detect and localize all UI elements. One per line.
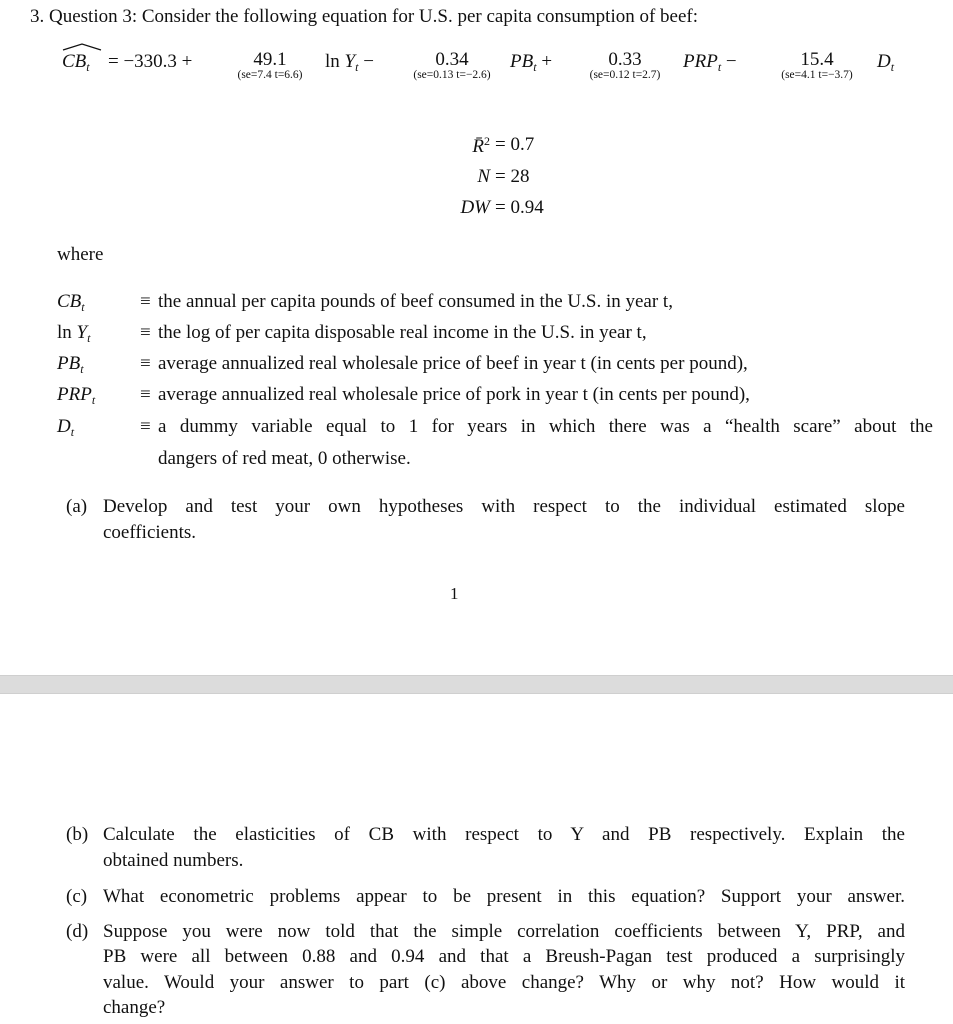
def-var-PRP: $PRP_t$ xyxy=(57,384,96,407)
part-text: PB were all between 0.88 and 0.94 and that a Breush-Pagan test produced a surprisingly xyxy=(103,946,905,967)
r2-value: = 0.7 xyxy=(495,134,535,155)
page-number: 1 xyxy=(450,584,459,603)
n-value: = 28 xyxy=(495,166,530,187)
equiv-symbol: ≡ xyxy=(140,384,151,405)
dw-label: DW xyxy=(460,197,490,218)
def-text-PB: average annualized real wholesale price of beef in year t (in cents per pound), xyxy=(158,353,748,374)
def-var-lnY: $\ln Y_t$ xyxy=(57,322,91,345)
coef-D: 15.4 xyxy=(800,49,834,70)
question-title: 3. Question 3: Consider the following equation for U.S. per capita consumption of beef: xyxy=(30,6,699,27)
se-PRP: (se=0.12 t=2.7) xyxy=(589,69,661,81)
equiv-symbol: ≡ xyxy=(140,353,151,374)
part-text: Suppose you were now told that the simple correlation coefficients between Y, PRP, and xyxy=(103,921,905,942)
coef-PB: 0.34 xyxy=(435,49,469,70)
part-text: value. Would your answer to part (c) above change? Why or why not? How would it xyxy=(103,972,905,993)
term-PB: $PB_t$ + xyxy=(510,51,553,74)
equiv-symbol: ≡ xyxy=(140,416,151,437)
term-D: $D_t$ xyxy=(877,51,895,74)
hat-accent-icon xyxy=(62,43,102,51)
equation-lhs: $CB_t$ xyxy=(62,52,90,73)
part-text: obtained numbers. xyxy=(103,850,244,871)
part-label: (d) xyxy=(66,921,89,942)
def-var-D: $D_t$ xyxy=(57,416,75,439)
coef-lnY: 49.1 xyxy=(253,49,287,70)
def-text-PRP: average annualized real wholesale price of pork in year t (in cents per pound), xyxy=(158,384,750,405)
part-text: Develop and test your own hypotheses with respect to the individual estimated slope xyxy=(103,496,905,517)
def-text-D-cont: dangers of red meat, 0 otherwise. xyxy=(158,448,411,469)
r2-label: R̄$^2$ xyxy=(472,134,490,157)
def-var-CB: $CB_t$ xyxy=(57,291,85,314)
coef-PRP: 0.33 xyxy=(608,49,642,70)
def-var-PB: $PB_t$ xyxy=(57,353,84,376)
part-text: Calculate the elasticities of CB with respect to Y and PB respectively. Explain the xyxy=(103,824,905,845)
part-text: What econometric problems appear to be present in this equation? Support your answer. xyxy=(103,886,905,907)
part-label: (a) xyxy=(66,496,88,517)
dw-value: = 0.94 xyxy=(495,197,544,218)
se-D: (se=4.1 t=−3.7) xyxy=(781,69,853,81)
part-text: coefficients. xyxy=(103,522,197,543)
se-lnY: (se=7.4 t=6.6) xyxy=(237,69,303,81)
def-text-D: a dummy variable equal to 1 for years in which there was a “health scare” about the xyxy=(158,416,933,437)
def-text-lnY: the log of per capita disposable real income in the U.S. in year t, xyxy=(158,322,647,343)
term-PRP: $PRP_t$ − xyxy=(683,51,737,74)
equiv-symbol: ≡ xyxy=(140,322,151,343)
part-label: (b) xyxy=(66,824,89,845)
term-lnY: $\ln Y_t$ − xyxy=(325,51,374,74)
equiv-symbol: ≡ xyxy=(140,291,151,312)
n-label: N xyxy=(477,166,490,187)
se-PB: (se=0.13 t=−2.6) xyxy=(413,69,491,81)
def-text-CB: the annual per capita pounds of beef consumed in the U.S. in year t, xyxy=(158,291,673,312)
equation-intercept: = −330.3 + xyxy=(108,51,193,72)
where-label: where xyxy=(57,244,104,265)
part-label: (c) xyxy=(66,886,88,907)
part-text: change? xyxy=(103,997,166,1018)
page-separator xyxy=(0,675,953,694)
